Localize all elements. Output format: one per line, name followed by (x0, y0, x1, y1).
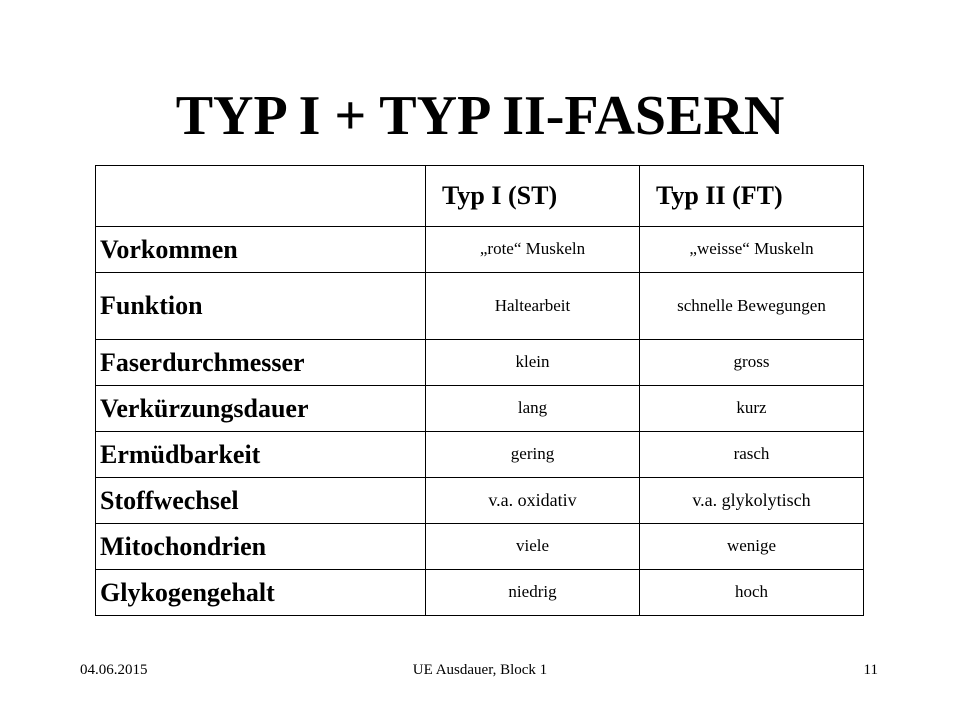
cell-typ1: Haltearbeit (426, 273, 640, 340)
footer-date: 04.06.2015 (80, 662, 148, 678)
footer-course: UE Ausdauer, Block 1 (412, 662, 548, 678)
cell-typ1: klein (426, 340, 640, 386)
cell-typ1: „rote“ Muskeln (426, 227, 640, 273)
row-label: Funktion (96, 273, 426, 340)
table-row (96, 340, 864, 386)
row-label: Stoffwechsel (96, 478, 426, 524)
table-row (96, 386, 864, 432)
header-typ2: Typ II (FT) (640, 166, 864, 227)
cell-typ2: schnelle Bewegungen (640, 273, 864, 340)
cell-typ2: gross (640, 340, 864, 386)
table-row (96, 273, 864, 340)
cell-typ1: lang (426, 386, 640, 432)
table-row (96, 432, 864, 478)
header-typ1: Typ I (ST) (426, 166, 640, 227)
table-header-row (96, 166, 864, 227)
slide-title: TYP I + TYP II-FASERN (175, 85, 785, 147)
cell-typ2: rasch (640, 432, 864, 478)
cell-typ2: „weisse“ Muskeln (640, 227, 864, 273)
table-row (96, 227, 864, 273)
fiber-comparison-table (95, 165, 864, 616)
cell-typ1: niedrig (426, 570, 640, 616)
cell-typ2: wenige (640, 524, 864, 570)
table-corner-cell (96, 166, 426, 227)
cell-typ1: gering (426, 432, 640, 478)
cell-typ2: v.a. glykolytisch (640, 478, 864, 524)
row-label: Glykogengehalt (96, 570, 426, 616)
table-row (96, 570, 864, 616)
slide-number: 11 (863, 662, 878, 678)
table-row (96, 478, 864, 524)
table-row (96, 524, 864, 570)
cell-typ1: v.a. oxidativ (426, 478, 640, 524)
row-label: Verkürzungsdauer (96, 386, 426, 432)
row-label: Ermüdbarkeit (96, 432, 426, 478)
cell-typ2: hoch (640, 570, 864, 616)
row-label: Mitochondrien (96, 524, 426, 570)
cell-typ1: viele (426, 524, 640, 570)
cell-typ2: kurz (640, 386, 864, 432)
row-label: Vorkommen (96, 227, 426, 273)
row-label: Faserdurchmesser (96, 340, 426, 386)
